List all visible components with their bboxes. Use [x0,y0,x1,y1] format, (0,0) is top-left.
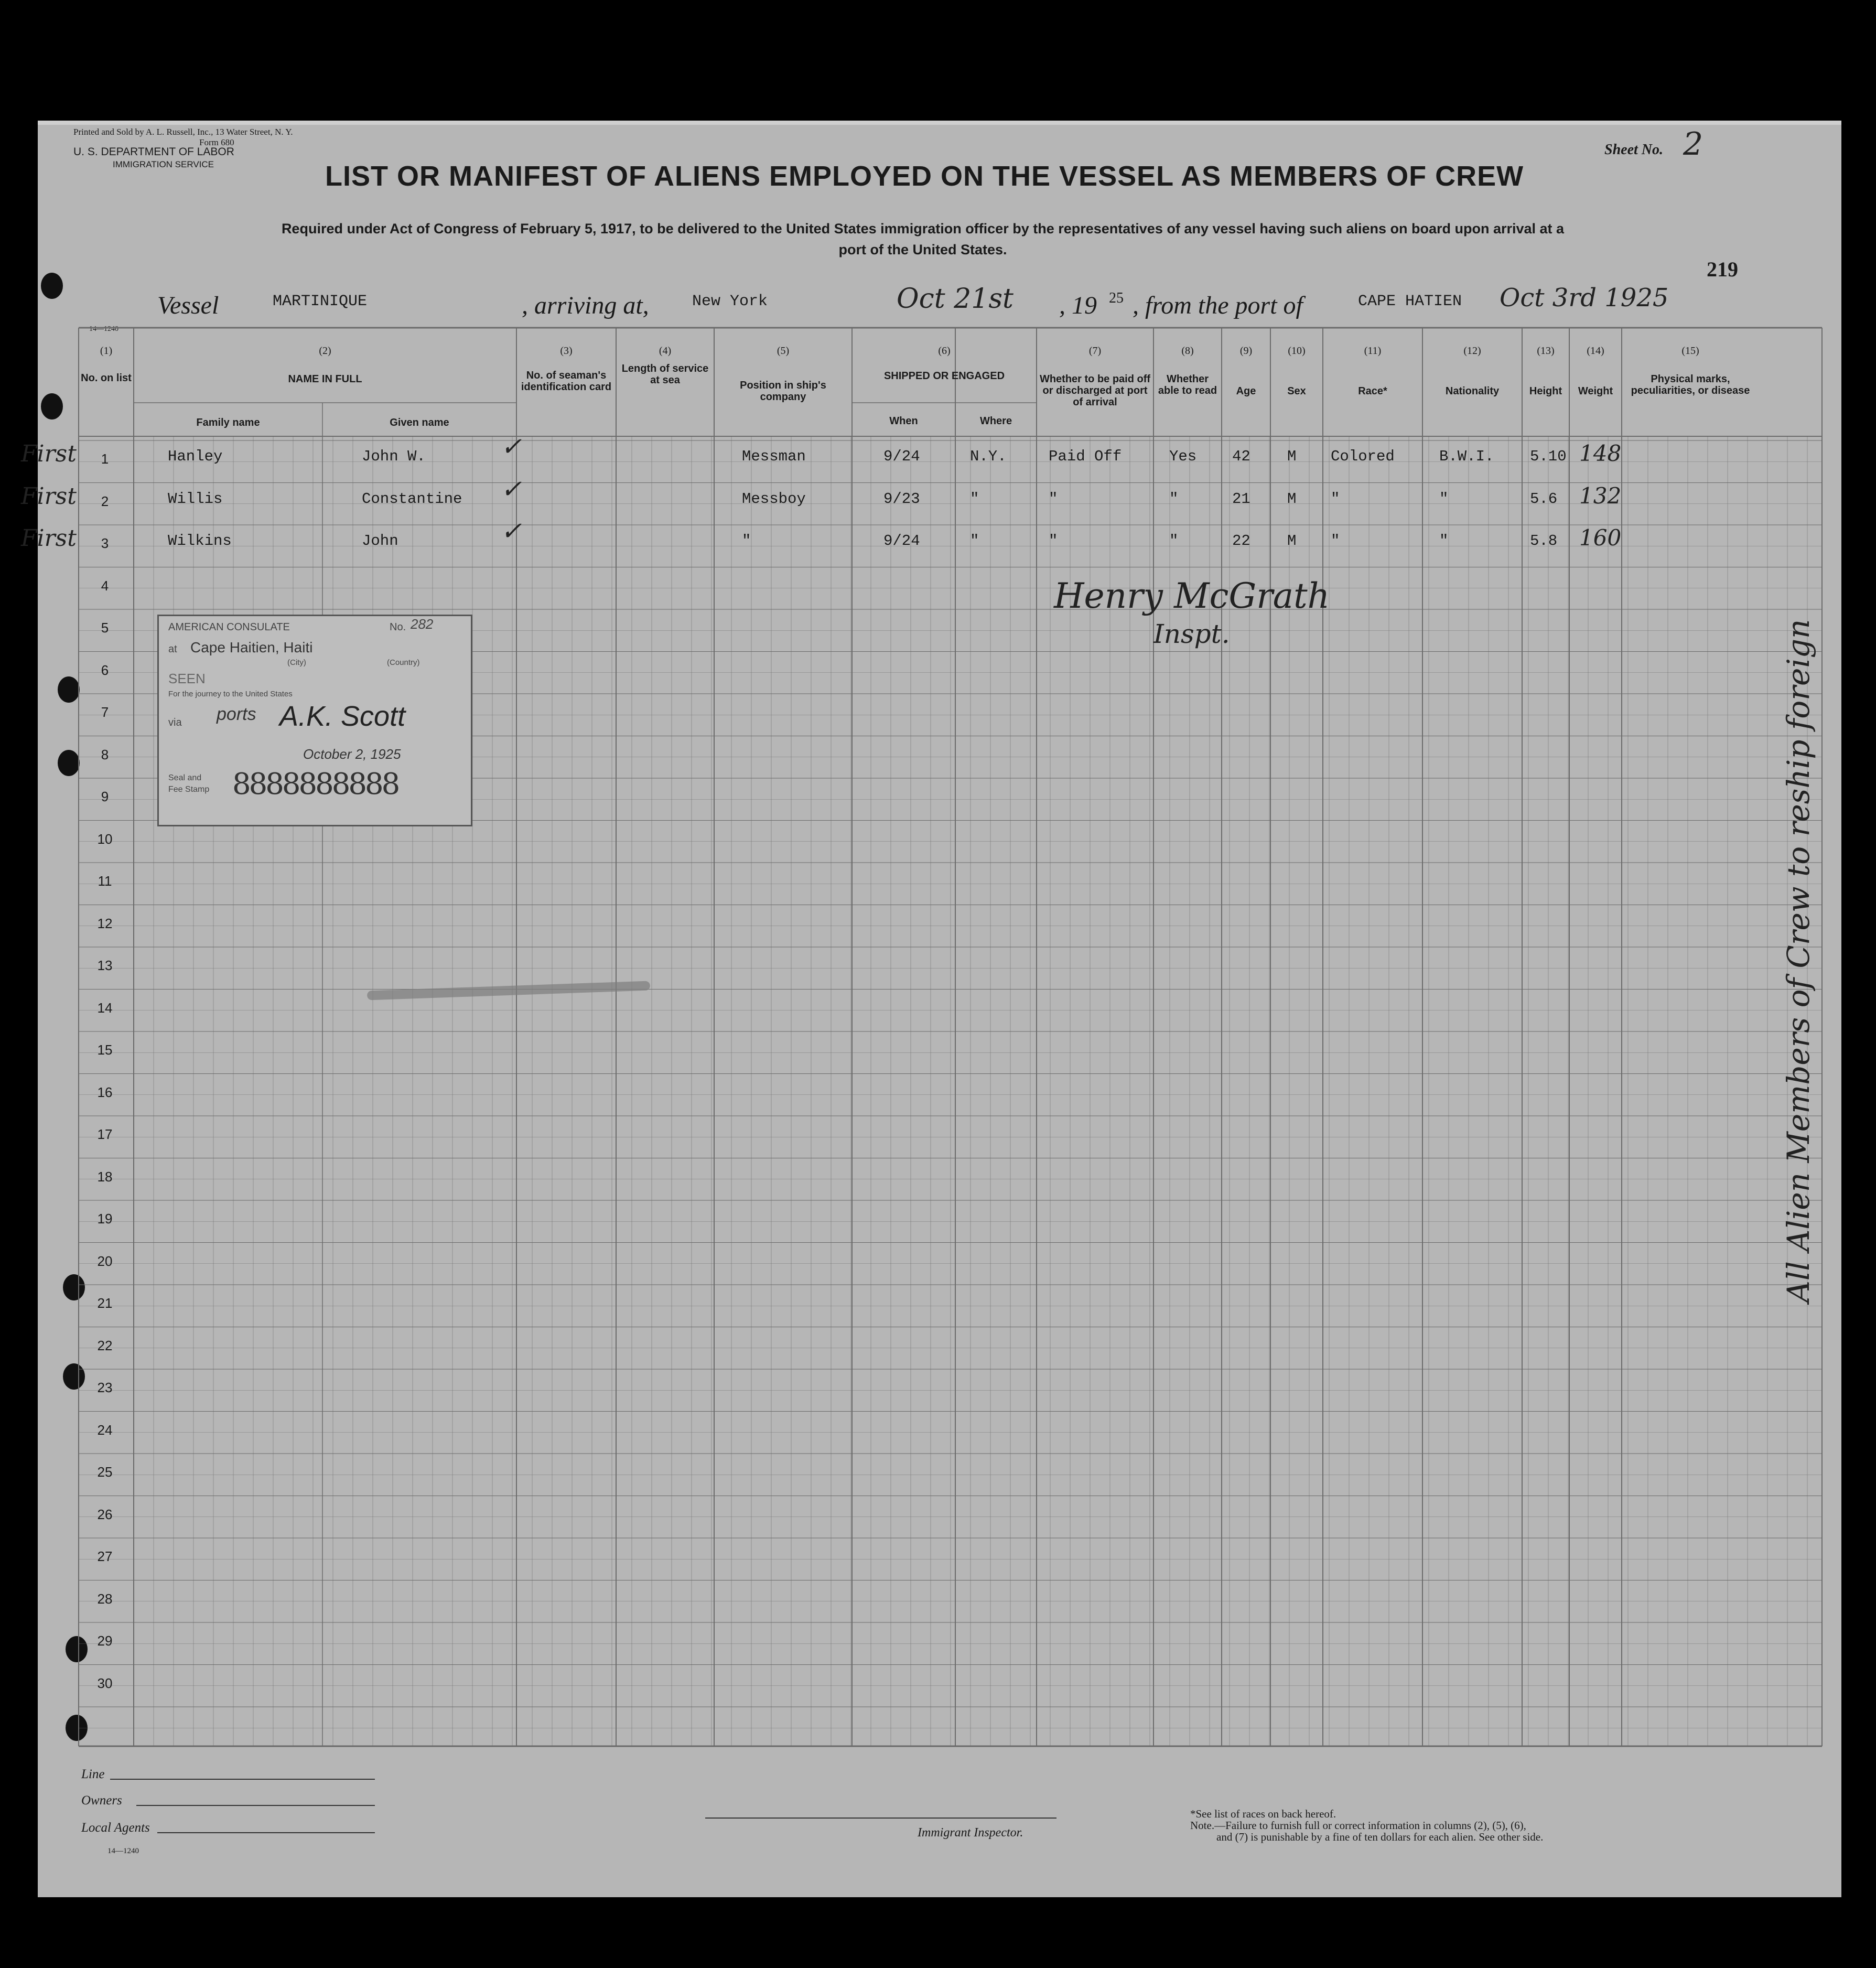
from-port-label: , from the port of [1133,292,1303,319]
owners-label: Owners [81,1793,122,1808]
column-number: (6) [938,345,951,357]
stamp-at-label: at [168,643,177,655]
column-header-c8: Whether able to read [1158,373,1217,396]
stamp-date: October 2, 1925 [303,746,401,762]
stamp-journey: For the journey to the United States [168,690,293,698]
line-field [110,1779,375,1780]
row-number: 28 [97,1590,113,1607]
row-cell-race: " [1331,490,1340,508]
row-cell-age: 42 [1232,448,1250,465]
column-header-c11: Race* [1358,385,1387,397]
row-number: 1 [101,451,109,467]
form-code-bottom: 14—1240 [107,1847,139,1855]
row-number: 29 [97,1633,113,1649]
row-cell-read: Yes [1169,448,1197,465]
sheet-value: 2 [1683,126,1704,163]
column-number: (7) [1088,345,1102,357]
row-cell-position: Messman [742,448,806,465]
column-header-given: Given name [390,417,449,428]
year-prefix: , 19 [1059,292,1097,319]
row-number: 24 [97,1422,113,1438]
agents-label: Local Agents [81,1821,150,1835]
row-cell-race: Colored [1331,448,1395,465]
column-number: (8) [1181,345,1194,357]
row-number: 8 [101,746,109,762]
row-number: 10 [97,831,113,847]
row-cell-paid: Paid Off [1049,448,1122,465]
column-number: (15) [1681,345,1699,357]
sheet-label: Sheet No. [1604,142,1663,158]
row-number: 19 [97,1211,113,1227]
subtitle-line-2: port of the United States. [838,242,1007,257]
page-number: 219 [1707,257,1738,281]
row-number: 18 [97,1168,113,1185]
stamp-city-label: (City) [287,658,306,667]
row-cell-read: " [1169,490,1179,508]
stamp-title: AMERICAN CONSULATE [168,621,290,633]
form-code-top: 14—1240 [89,325,118,333]
form-number: Form 680 [199,137,234,147]
row-cell-weight: 160 [1579,525,1622,551]
row-cell-weight: 148 [1579,440,1622,466]
column-number: (1) [100,345,113,357]
row-number: 26 [97,1506,113,1522]
row-margin-note: First [21,440,77,467]
row-cell-where: " [970,532,979,550]
row-number: 23 [97,1380,113,1395]
consulate-stamp [157,615,472,826]
row-number: 11 [98,873,112,889]
inspector-title: Inspt. [1153,619,1230,649]
printer-line: Printed and Sold by A. L. Russell, Inc., 13 Water Street, N. Y. [73,127,293,137]
column-number: (5) [777,345,790,357]
page-title: LIST OR MANIFEST OF ALIENS EMPLOYED ON THE VESSEL AS MEMBERS OF CREW [325,160,1524,192]
row-cell-read: " [1169,532,1179,550]
row-number: 20 [97,1253,113,1269]
stamp-city: Cape Haitien, Haiti [190,639,313,655]
stamp-country-label: (Country) [387,658,420,667]
stamp-signature: A.K. Scott [279,701,406,732]
row-margin-note: First [21,482,77,510]
footnote-penalty-2: and (7) is punishable by a fine of ten dollars for each alien. See other side. [1216,1831,1544,1843]
stamp-via-value: ports [217,704,256,724]
column-number: (11) [1364,345,1382,357]
column-header-c10: Sex [1287,385,1306,397]
service: IMMIGRATION SERVICE [113,159,214,169]
column-header-c3: No. of seaman's identification card [521,370,612,393]
owners-field [136,1805,375,1806]
row-cell-paid: " [1049,532,1058,550]
row-cell-sex: M [1287,448,1297,465]
row-number: 9 [101,789,109,804]
row-cell-paid: " [1049,490,1058,508]
inspector-label: Immigrant Inspector. [918,1826,1023,1840]
check-mark-icon: ✓ [501,517,522,546]
inspector-signature: Henry McGrath [1054,576,1330,616]
vessel-label: Vessel [157,292,219,319]
inspector-field [705,1818,1056,1819]
arriving-label: , arriving at, [522,292,649,319]
department: U. S. DEPARTMENT OF LABOR [73,146,234,158]
departure-port: CAPE HATIEN [1358,293,1462,310]
column-header-c9: Age [1236,385,1256,397]
column-header-c7: Whether to be paid off or discharged at port of arrival [1039,373,1151,408]
column-number: (4) [659,345,672,357]
row-margin-note: First [21,525,77,552]
fee-stamp-marks: 8888888888 [232,767,398,801]
arrival-date: Oct 21st [897,283,1014,315]
row-number: 3 [101,535,109,551]
column-number: (12) [1463,345,1481,357]
row-cell-when: 9/23 [883,490,920,508]
row-number: 13 [97,958,113,973]
row-cell-position: " [742,532,751,550]
row-number: 25 [97,1464,113,1480]
agents-field [157,1832,375,1833]
column-header-c13: Height [1529,385,1562,397]
row-cell-height: 5.10 [1530,448,1567,465]
column-header-c15: Physical marks, peculiarities, or disease [1631,373,1750,396]
row-cell-height: 5.8 [1530,532,1558,550]
row-cell-where: " [970,490,979,508]
row-cell-sex: M [1287,532,1297,550]
row-cell-family: Willis [168,490,223,508]
row-number: 6 [101,662,109,678]
column-header-c5: Position in ship's company [740,380,826,403]
row-cell-given: John [362,532,398,550]
column-number: (9) [1239,345,1253,357]
column-header-c12: Nationality [1445,385,1500,397]
row-cell-age: 22 [1232,532,1250,550]
row-cell-sex: M [1287,490,1297,508]
line-label: Line [81,1767,105,1781]
column-header-c14: Weight [1578,385,1613,397]
column-number: (10) [1288,345,1306,357]
column-number: (14) [1587,345,1604,357]
row-cell-height: 5.6 [1530,490,1558,508]
row-cell-nationality: " [1439,490,1449,508]
row-number: 15 [97,1042,113,1058]
column-number: (3) [560,345,573,357]
arriving-port: New York [692,293,768,310]
row-cell-position: Messboy [742,490,806,508]
column-header-when: When [889,415,918,427]
row-number: 12 [97,915,113,931]
row-number: 14 [97,999,113,1016]
row-cell-given: John W. [362,448,426,465]
row-cell-family: Wilkins [168,532,232,550]
row-cell-nationality: B.W.I. [1439,448,1494,465]
column-number: (2) [319,345,331,357]
stamp-seal-label: Seal and [168,773,202,782]
row-cell-nationality: " [1439,532,1449,550]
row-number: 7 [101,704,109,720]
column-header-c4: Length of service at sea [621,363,709,386]
stamp-no-label: No. [390,621,406,633]
year-value: 25 [1109,290,1124,306]
column-header-c1: No. on list [81,372,132,384]
column-header-family: Family name [196,417,260,428]
departure-date: Oct 3rd 1925 [1500,283,1669,313]
column-header-c2: NAME IN FULL [288,373,362,385]
row-cell-weight: 132 [1579,482,1622,509]
stamp-via-label: via [168,717,182,728]
side-note: All Alien Members of Crew to reship foreign [1781,619,1816,1303]
row-cell-where: N.Y. [970,448,1007,465]
row-cell-when: 9/24 [883,532,920,550]
subtitle-line-1: Required under Act of Congress of February 5, 1917, to be delivered to the United States immigration officer by the representatives of any vessel having such aliens on board upon arrival at a [281,221,1565,236]
row-number: 27 [97,1548,113,1564]
stamp-fee-label: Fee Stamp [168,785,210,794]
row-number: 5 [101,620,109,636]
row-cell-family: Hanley [168,448,223,465]
check-mark-icon: ✓ [501,432,522,461]
row-number: 16 [97,1084,113,1100]
row-cell-given: Constantine [362,490,462,508]
row-number: 17 [97,1126,113,1142]
column-number: (13) [1537,345,1555,357]
column-header-c6: SHIPPED OR ENGAGED [883,370,1005,382]
row-number: 21 [97,1295,113,1311]
check-mark-icon: ✓ [501,474,522,504]
row-number: 30 [97,1675,113,1691]
row-cell-race: " [1331,532,1340,550]
row-number: 22 [97,1337,113,1353]
column-header-where: Where [979,415,1012,427]
stamp-seen: SEEN [168,671,206,686]
vessel-name: MARTINIQUE [273,293,368,310]
row-cell-age: 21 [1232,490,1250,508]
stamp-no-value: 282 [411,616,434,632]
row-number: 4 [101,577,109,594]
footnote-races: *See list of races on back hereof. [1190,1808,1336,1820]
footnote-penalty-1: Note.—Failure to furnish full or correct information in columns (2), (5), (6), [1190,1819,1526,1832]
row-number: 2 [101,493,109,509]
row-cell-when: 9/24 [883,448,920,465]
